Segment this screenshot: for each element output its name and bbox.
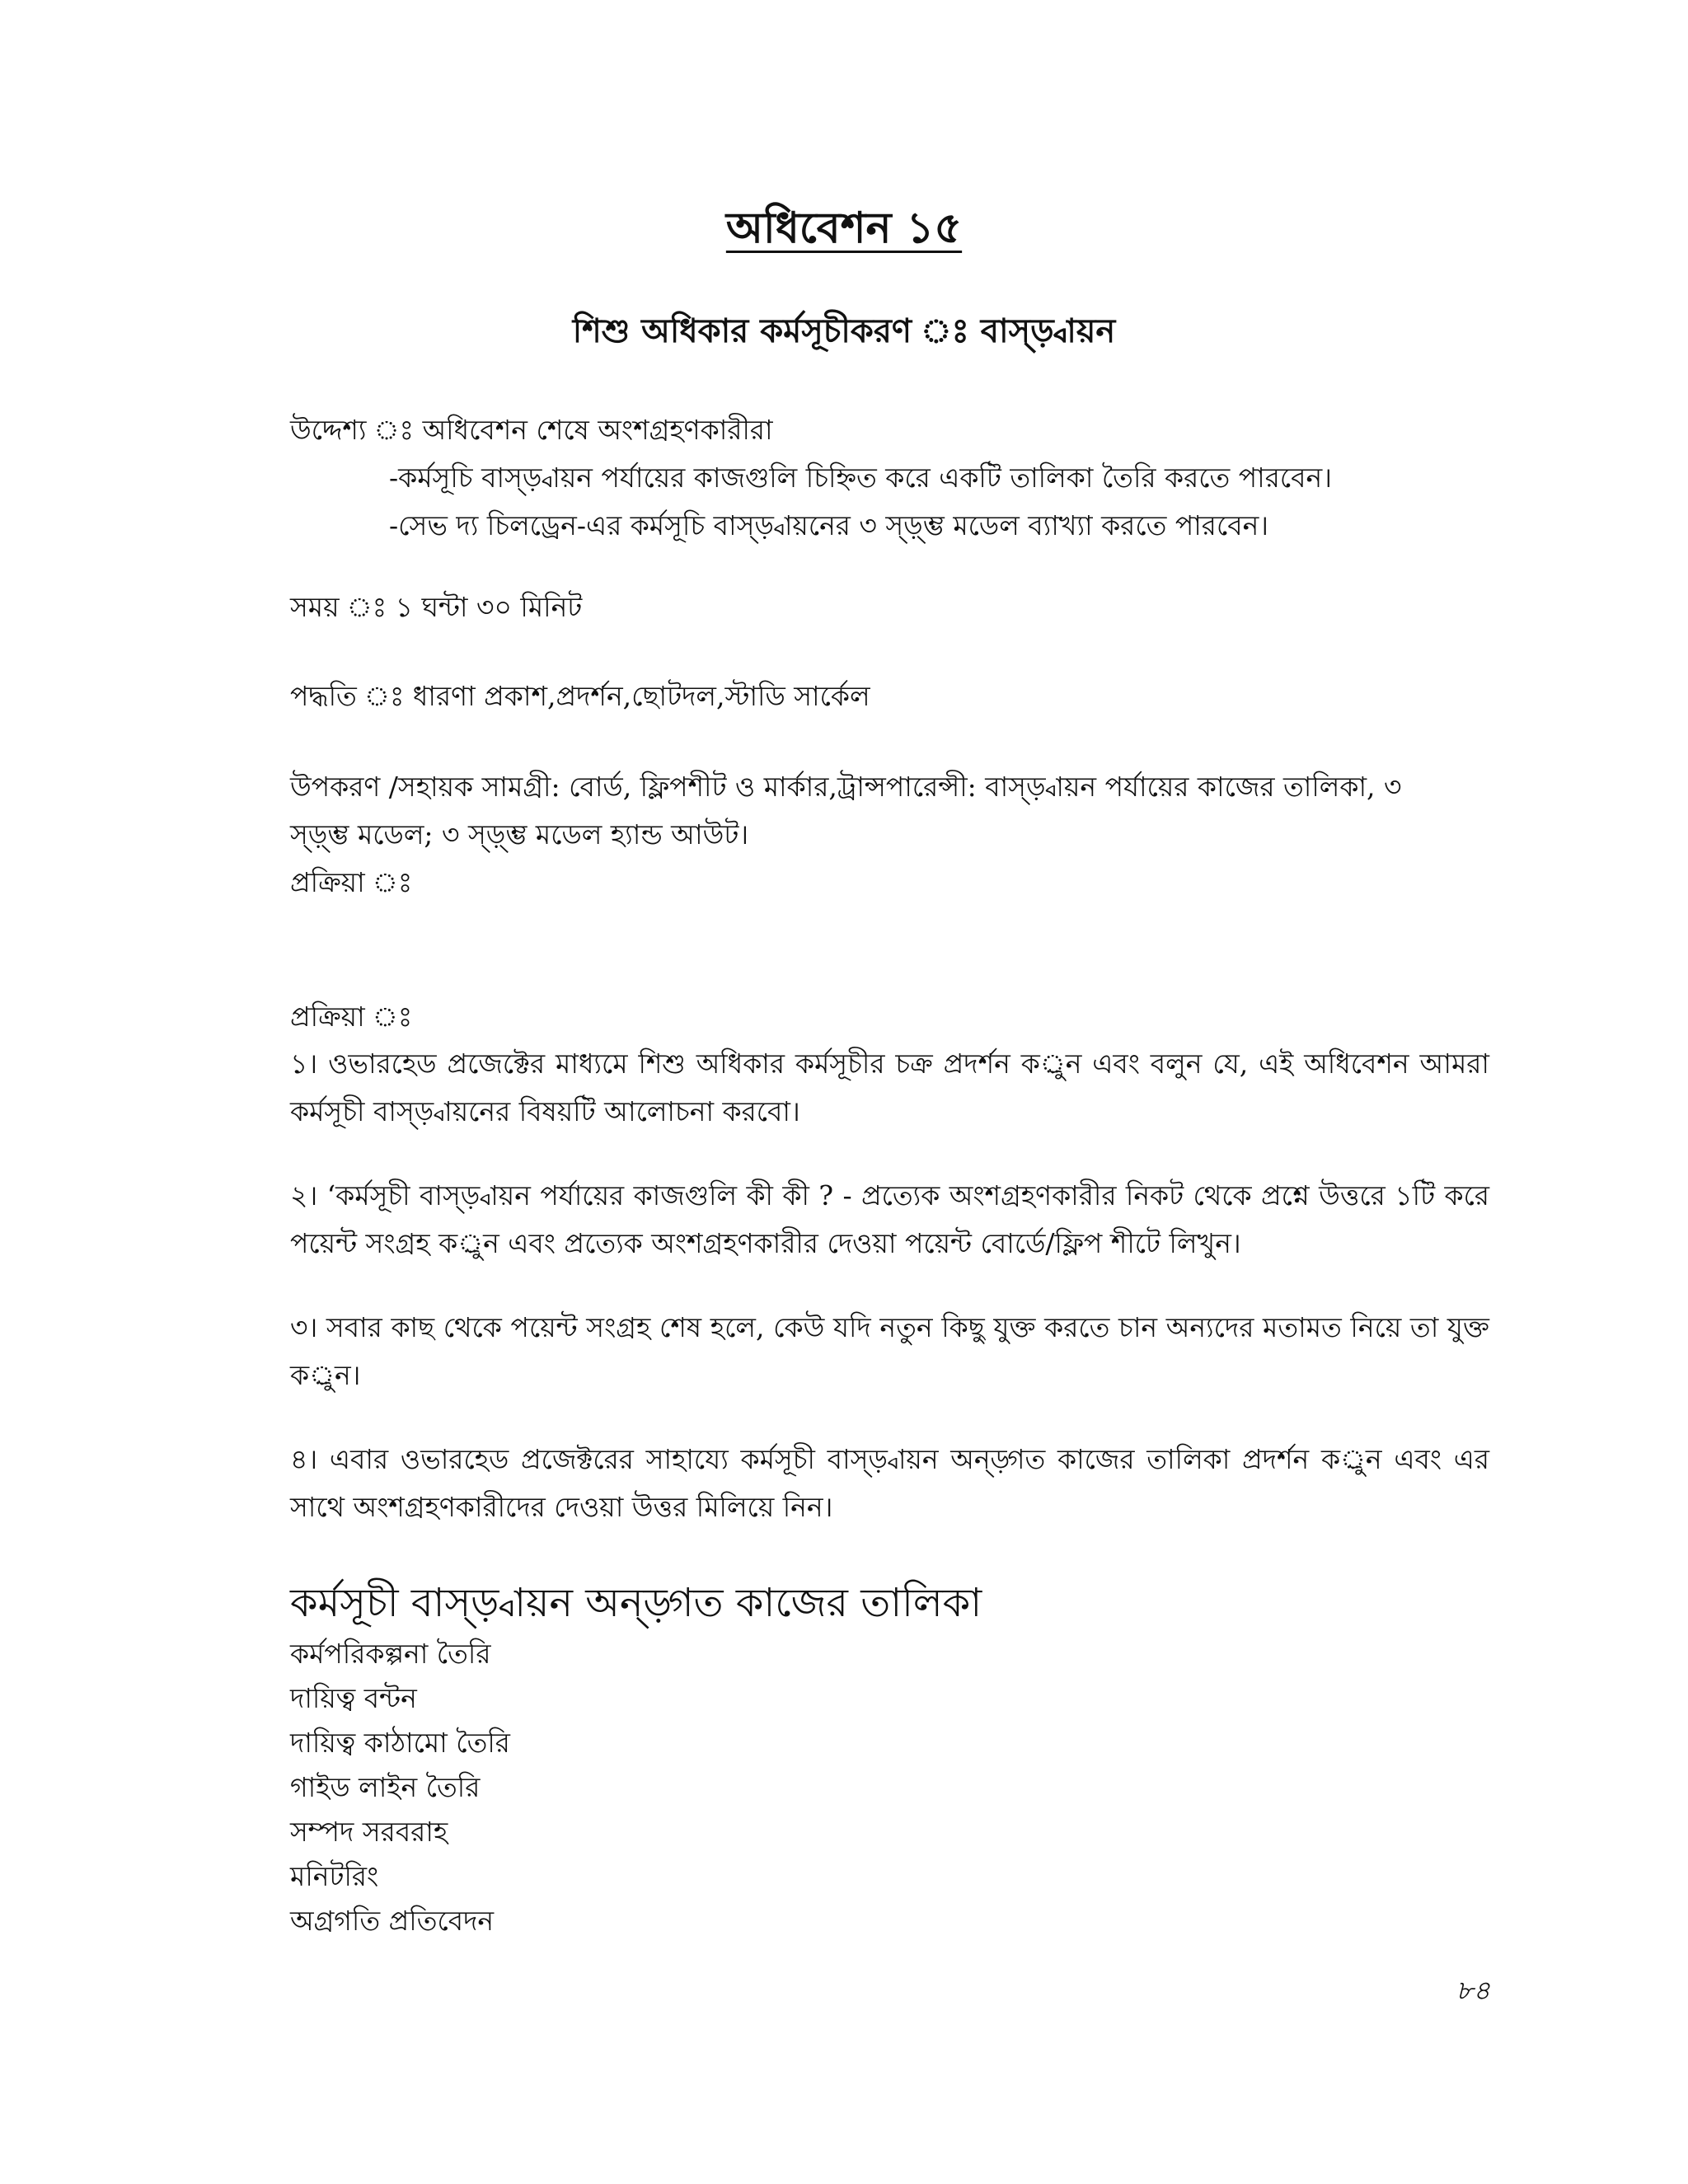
session-subtitle: শিশু অধিকার কর্মসূচীকরণ ঃ বাস্ড়্বায়ন bbox=[572, 312, 1116, 350]
session-title-text: অধিবেশন ১৫ bbox=[725, 203, 963, 253]
process-step-1: ১। ওভারহেড প্রজেক্টের মাধ্যমে শিশু অধিকার কর্মসূচীর চক্র প্রদর্শন কর্ুন এবং বলুন যে, এই অধিবেশন আমরা কর্মসূচী বাস্ড়্বায়নের বিষয়টি আলোচনা করবো। bbox=[290, 1047, 1489, 1127]
process-label-repeat: প্রক্রিয়া ঃ bbox=[290, 1001, 413, 1033]
task-list-item: দায়িত্ব কাঠামো তৈরি bbox=[290, 1727, 510, 1759]
process-step-4: ৪। এবার ওভারহেড প্রজেক্টরের সাহায্যে কর্মসূচী বাস্ড়্বায়ন অন্ড়্গত কাজের তালিকা প্রদর্শন কর্ুন এবং এর সাথে অংশগ্রহণকারীদের দেওয়া উত্তর মিলিয়ে নিন। bbox=[290, 1443, 1489, 1523]
task-list-item: গাইড লাইন তৈরি bbox=[290, 1771, 481, 1803]
materials-line: স্ড়্ম্ভ মডেল; ৩ স্ড়্ম্ভ মডেল হ্যান্ড আউট। bbox=[290, 818, 749, 851]
materials-section bbox=[290, 763, 1489, 907]
materials-line: উপকরণ /সহায়ক সামগ্রী: বোর্ড, ফ্লিপশীট ও মার্কার,ট্রান্সপারেন্সী: বাস্ড়্বায়ন পর্যায়ের কাজের তালিকা, ৩ bbox=[290, 771, 1402, 803]
task-list-item: অগ্রগতি প্রতিবেদন bbox=[290, 1905, 495, 1937]
objective-point: -সেভ দ্য চিলড্রেন-এর কর্মসূচি বাস্ড়্বায়নের ৩ স্ড়্ম্ভ মডেল ব্যাখ্যা করতে পারবেন। bbox=[389, 509, 1269, 541]
process-step-3: ৩। সবার কাছ থেকে পয়েন্ট সংগ্রহ শেষ হলে, কেউ যদি নতুন কিছু যুক্ত করতে চান অন্যদের মতামত নিয়ে তা যুক্ত কর্ুন। bbox=[290, 1311, 1489, 1391]
task-list bbox=[290, 1632, 510, 1943]
objective-intro: উদ্দেশ্য ঃ অধিবেশন শেষে অংশগ্রহণকারীরা bbox=[290, 414, 773, 446]
session-title bbox=[0, 199, 1688, 257]
time-line: সময় ঃ ১ ঘন্টা ৩০ মিনিট bbox=[290, 591, 583, 623]
task-list-item: মনিটরিং bbox=[290, 1860, 379, 1892]
task-list-item: দায়িত্ব বন্টন bbox=[290, 1682, 417, 1714]
page-number: ৮৪ bbox=[1456, 1975, 1490, 2006]
method-line: পদ্ধতি ঃ ধারণা প্রকাশ,প্রদর্শন,ছোটদল,স্টাডি সার্কেল bbox=[290, 680, 870, 712]
process-label: প্রক্রিয়া ঃ bbox=[290, 866, 413, 898]
task-list-heading: কর্মসূচী বাস্ড়্বায়ন অন্ড়্গত কাজের তালিকা bbox=[290, 1580, 982, 1626]
task-list-item: কর্মপরিকল্পনা তৈরি bbox=[290, 1638, 491, 1670]
objective-section bbox=[290, 406, 1489, 550]
objective-point: -কর্মসূচি বাস্ড়্বায়ন পর্যায়ের কাজগুলি চিহ্নিত করে একটি তালিকা তৈরি করতে পারবেন। bbox=[389, 462, 1333, 494]
process-step-2: ২। ‘কর্মসূচী বাস্ড়্বায়ন পর্যায়ের কাজগুলি কী কী ? - প্রত্যেক অংশগ্রহণকারীর নিকট থেকে প্রশ্নে উত্তরে ১টি করে পয়েন্ট সংগ্রহ কর্ুন এবং প্রত্যেক অংশগ্রহণকারীর দেওয়া পয়েন্ট বোর্ডে/ফ্লিপ শীটে লিখুন। bbox=[290, 1179, 1489, 1259]
task-list-item: সম্পদ সরবরাহ bbox=[290, 1816, 448, 1848]
